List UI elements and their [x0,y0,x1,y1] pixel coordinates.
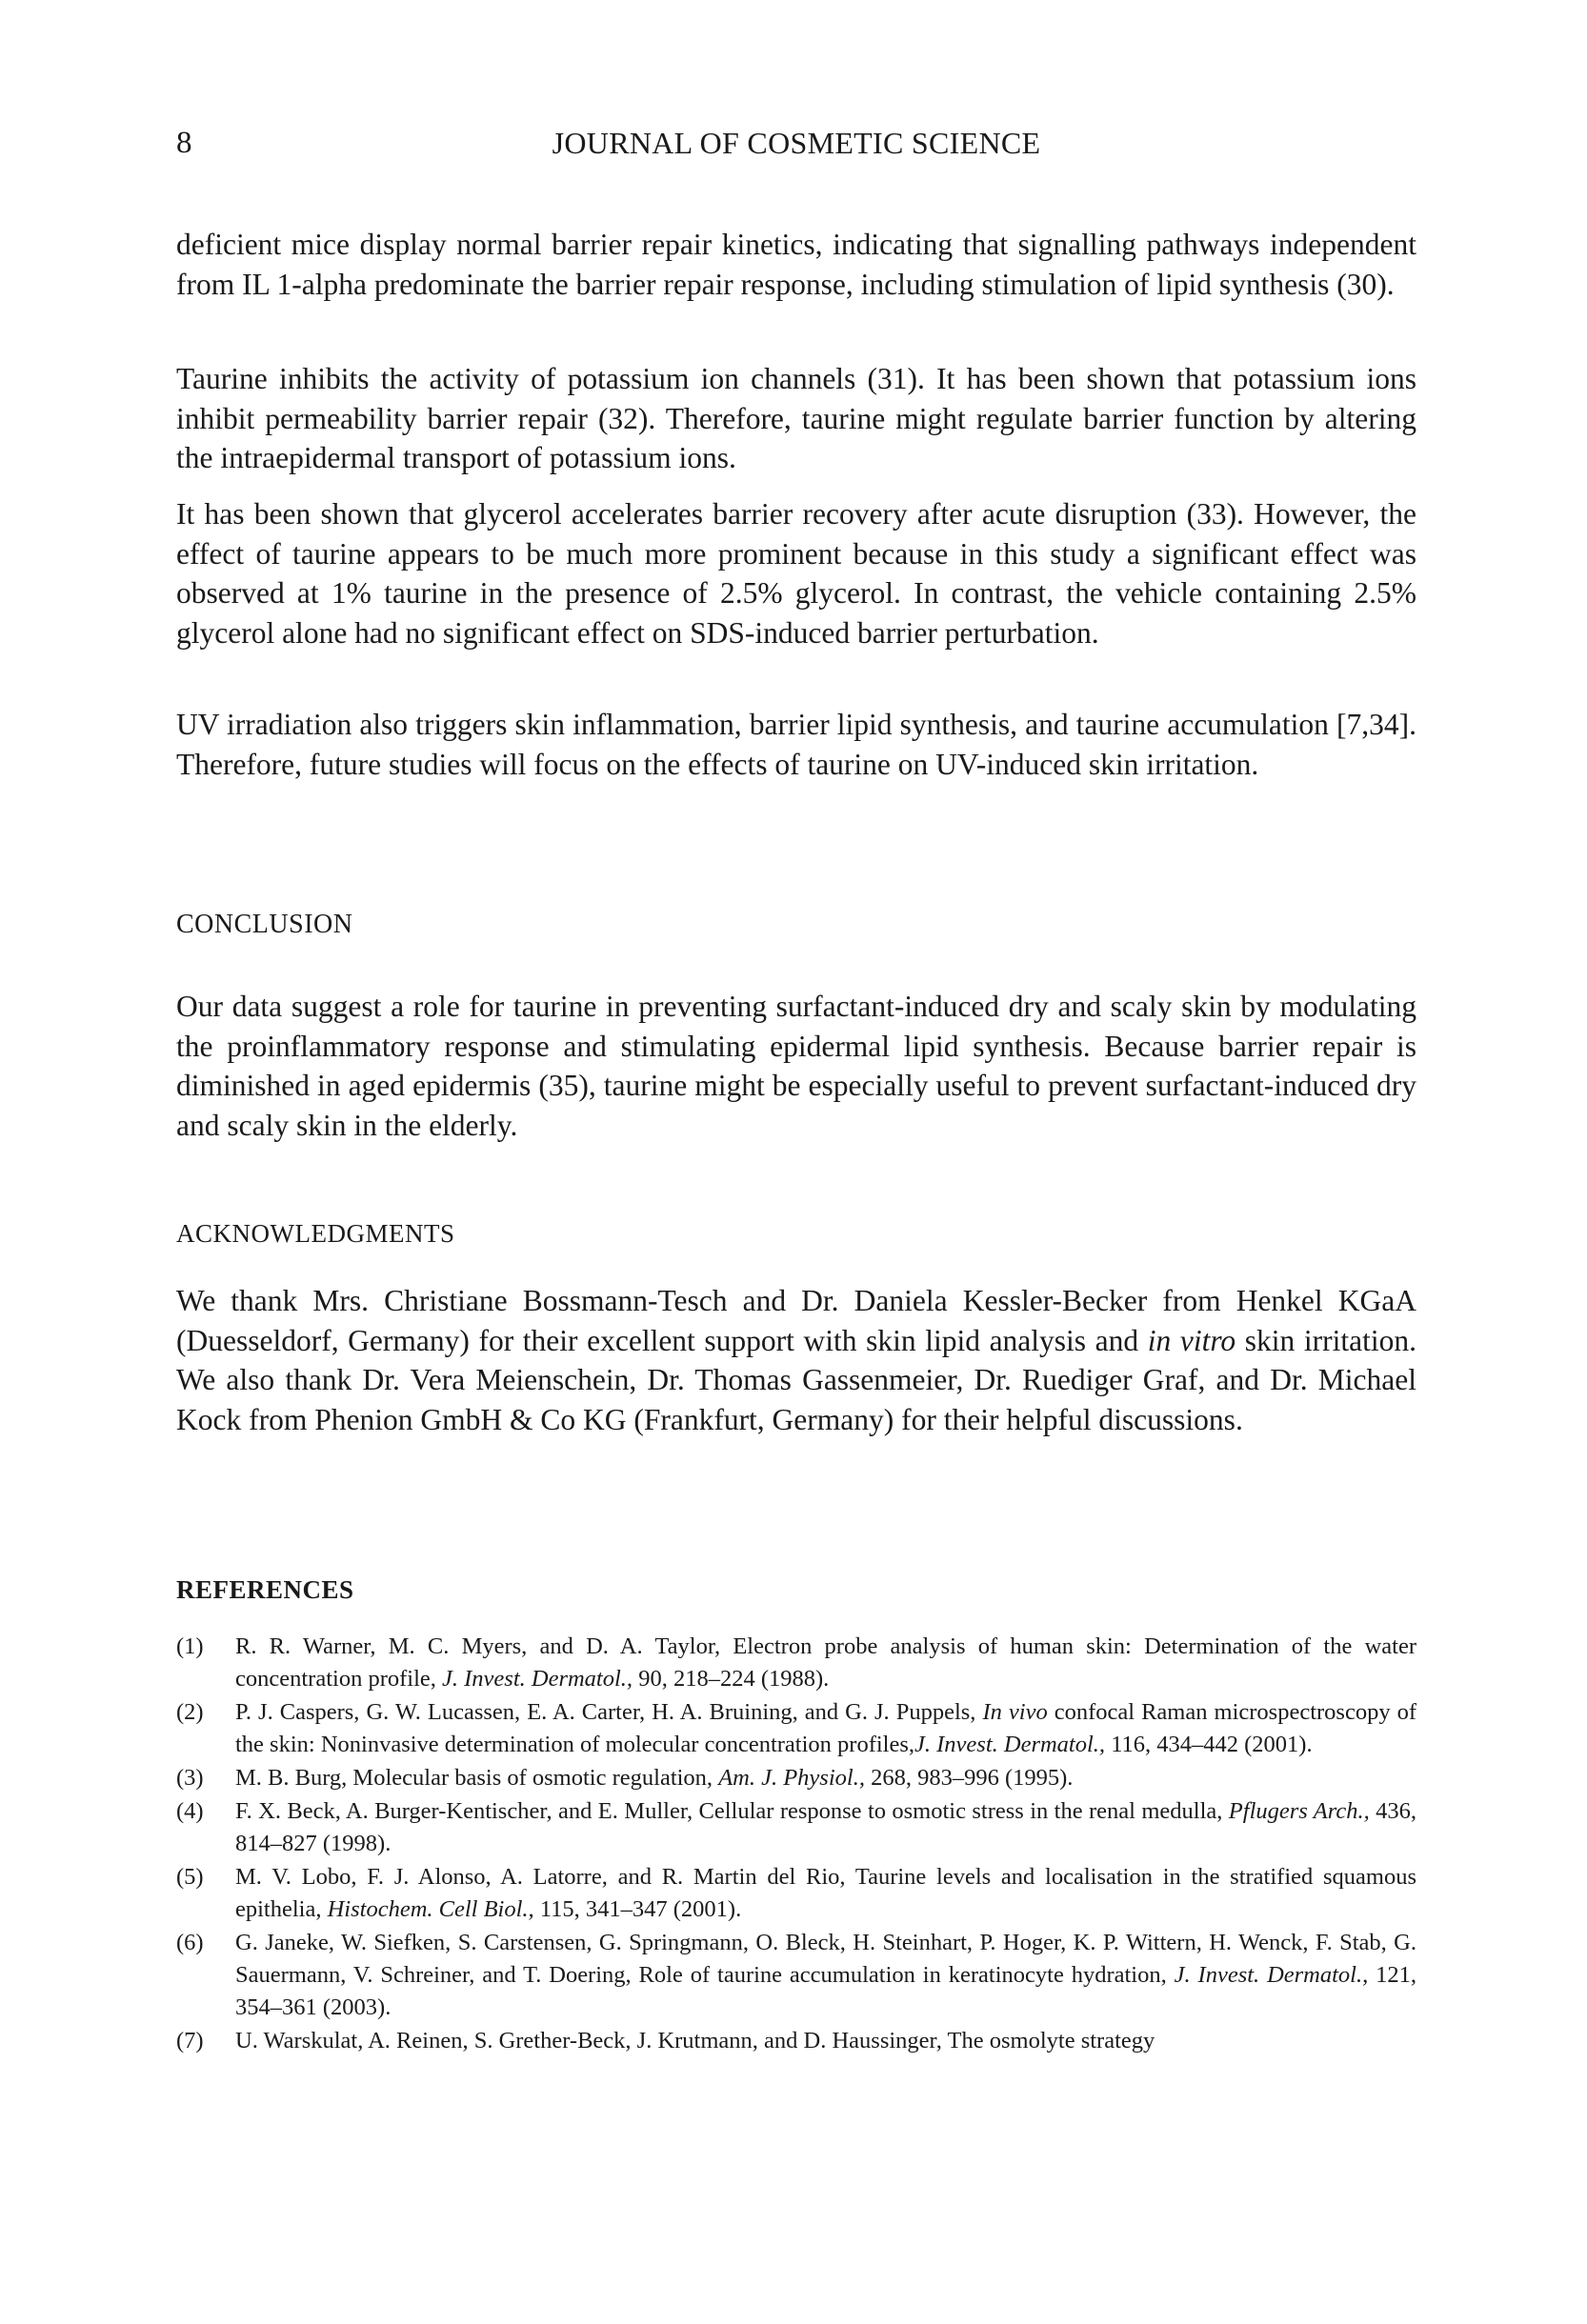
body-paragraph-3: It has been shown that glycerol accelerates barrier recovery after acute disruption (33). However, the effect of taurine appears to be much more prominent because in this study a significant effect was observed at 1% taurine in the presence of 2.5% glycerol. In contrast, the vehicle containing 2.5% glycerol alone had no significant effect on SDS-induced barrier perturbation. [176,497,1416,650]
reference-journal: Histochem. Cell Biol., [327,1896,534,1922]
reference-journal: J. Invest. Dermatol., [442,1666,633,1692]
ack-italic: in vitro [1147,1323,1236,1357]
acknowledgments-text [176,1281,1416,1439]
reference-item [176,1795,1416,1860]
reference-number: (5) [176,1864,204,1890]
journal-title: JOURNAL OF COSMETIC SCIENCE [552,126,1041,160]
conclusion-heading: CONCLUSION [176,910,353,939]
reference-italic-title: In vivo [982,1699,1048,1725]
ack-text-after: skin irritation. We also thank Dr. Vera Meienschein, Dr. Thomas Gassenmeier, Dr. Ruediger Graf, and Dr. Michael Kock from Phenion GmbH & Co KG (Frankfurt, Germany) for their helpful discussions. [176,1323,1416,1436]
reference-number: (2) [176,1699,204,1725]
reference-details: 121, 354–361 (2003). [235,1962,1417,2020]
reference-title: confocal Raman microspectroscopy of the skin: Noninvasive determination of molecular concentration profiles, [235,1699,1416,1757]
conclusion-text: Our data suggest a role for taurine in preventing surfactant-induced dry and scaly skin by modulating the proinflammatory response and stimulating epidermal lipid synthesis. Because barrier repair is diminished in aged epidermis (35), taurine might be especially useful to prevent surfactant-induced dry and scaly skin in the elderly. [176,990,1416,1142]
reference-authors: M. V. Lobo, F. J. Alonso, A. Latorre, and R. Martin del Rio, Taurine levels and localisation in the stratified squamous epithelia, [235,1864,1416,1922]
references-heading: REFERENCES [176,1575,354,1604]
ack-text-before: We thank Mrs. Christiane Bossmann-Tesch and Dr. Daniela Kessler-Becker from Henkel KGaA (Duesseldorf, Germany) for their excellent support with skin lipid analysis and [176,1284,1416,1357]
reference-item [176,1861,1416,1926]
reference-journal: J. Invest. Dermatol., [1174,1962,1369,1988]
reference-authors: G. Janeke, W. Siefken, S. Carstensen, G. Springmann, O. Bleck, H. Steinhart, P. Hoger, K. P. Wittern, H. Wenck, F. Stab, G. Sauermann, V. Schreiner, and T. Doering, Role of taurine accumulation in keratinocyte hydration, [235,1930,1416,1988]
reference-number: (7) [176,2028,204,2054]
body-paragraph-4: UV irradiation also triggers skin inflammation, barrier lipid synthesis, and taurine accumulation [7,34]. Therefore, future studies will focus on the effects of taurine on UV-induced skin irritation. [176,708,1416,781]
reference-details: 116, 434–442 (2001). [1105,1732,1313,1757]
page-number: 8 [176,126,192,160]
reference-authors: F. X. Beck, A. Burger-Kentischer, and E. Muller, Cellular response to osmotic stress in the renal medulla, [235,1798,1223,1824]
reference-item [176,2025,1416,2057]
reference-details: 436, 814–827 (1998). [235,1798,1417,1856]
reference-number: (4) [176,1798,204,1824]
reference-journal: J. Invest. Dermatol., [914,1732,1106,1757]
body-paragraph-1: deficient mice display normal barrier repair kinetics, indicating that signalling pathways independent from IL 1-alpha predominate the barrier repair response, including stimulation of lipid synthesis (30). [176,228,1416,301]
acknowledgments-heading: ACKNOWLEDGMENTS [176,1219,455,1248]
reference-authors: M. B. Burg, Molecular basis of osmotic regulation, [235,1765,713,1791]
reference-number: (3) [176,1765,204,1791]
reference-item [176,1696,1416,1761]
reference-authors: R. R. Warner, M. C. Myers, and D. A. Taylor, Electron probe analysis of human skin: Determination of the water concentration profile, [235,1633,1416,1692]
reference-authors: U. Warskulat, A. Reinen, S. Grether-Beck, J. Krutmann, and D. Haussinger, The osmolyte strategy [235,2028,1155,2054]
reference-journal: Pflugers Arch., [1228,1798,1370,1824]
reference-number: (1) [176,1633,204,1659]
reference-journal: Am. J. Physiol., [718,1765,865,1791]
reference-authors: P. J. Caspers, G. W. Lucassen, E. A. Carter, H. A. Bruining, and G. J. Puppels, [235,1699,976,1725]
reference-item [176,1927,1416,2024]
reference-item [176,1762,1416,1794]
body-paragraph-2: Taurine inhibits the activity of potassium ion channels (31). It has been shown that potassium ions inhibit permeability barrier repair (32). Therefore, taurine might regulate barrier function by altering the intraepidermal transport of potassium ions. [176,362,1416,474]
running-head [176,122,1416,164]
reference-details: 90, 218–224 (1988). [633,1666,830,1692]
references-list [176,1631,1416,2057]
reference-item [176,1631,1416,1695]
reference-details: 268, 983–996 (1995). [864,1765,1074,1791]
reference-details: 115, 341–347 (2001). [533,1896,742,1922]
reference-number: (6) [176,1930,204,1955]
